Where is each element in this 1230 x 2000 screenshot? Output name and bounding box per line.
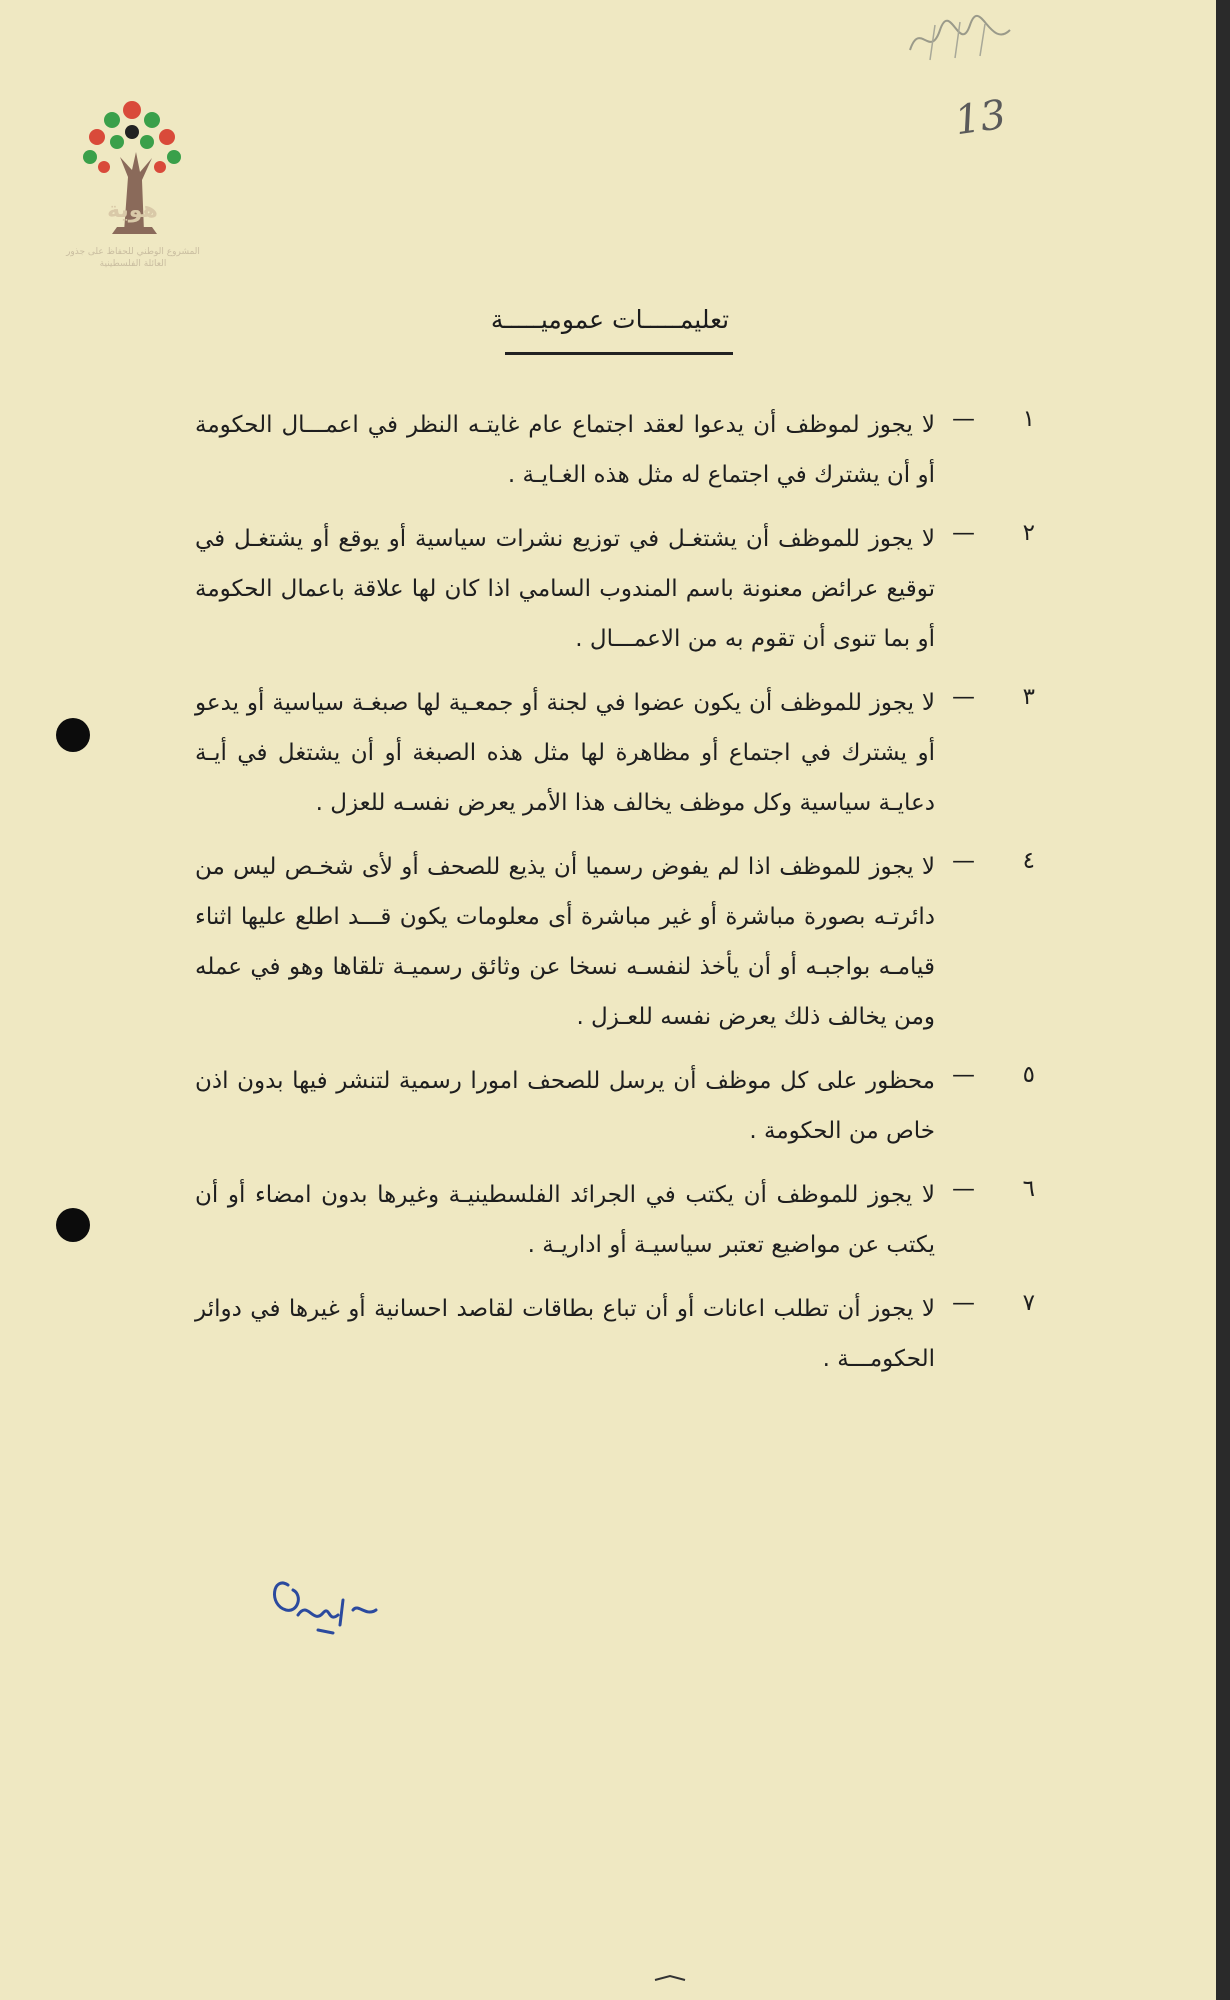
item-dash: — bbox=[952, 520, 975, 546]
item-dash: — bbox=[952, 848, 975, 874]
item-dash: — bbox=[952, 1062, 975, 1088]
item-text: محظور على كل موظف أن يرسل للصحف امورا رسمية لتنشر فيها بدون اذن خاص من الحكومة . bbox=[195, 1068, 935, 1144]
punch-hole bbox=[56, 718, 90, 752]
logo-title: هوية bbox=[107, 198, 158, 223]
item-dash: — bbox=[952, 1176, 975, 1202]
heading-underline bbox=[505, 352, 733, 355]
item-number: ٢ bbox=[1022, 520, 1035, 546]
item-text: لا يجوز للموظف أن يكتب في الجرائد الفلسطينيـة وغيرها بدون امضاء أو أن يكتب عن مواضيع تعتبر سياسيـة أو اداريـة . bbox=[195, 1182, 935, 1258]
instruction-item bbox=[195, 400, 1035, 500]
item-number: ٥ bbox=[1022, 1062, 1035, 1088]
item-text: لا يجوز للموظف أن يكون عضوا في لجنة أو جمعـية لها صبغـة سياسية أو يدعو أو يشترك في اجتماع أو مظاهرة لها مثل هذه الصبغة أو أن يشتغل في أيـة دعايـة سياسية وكل موظف يخالف هذا الأمر يعرض نفسـه للعزل . bbox=[195, 690, 935, 816]
item-dash: — bbox=[952, 1290, 975, 1316]
item-text: لا يجوز للموظف اذا لم يفوض رسميا أن يذيع للصحف أو لأى شخـص ليس من دائرتـه بصورة مباشرة أو غير مباشرة أى معلومات يكون قـــد اطلع عليها اثناء قيامـه بواجبـه أو أن يأخذ لنفسـه نسخا عن وثائق رسميـة تلقاها وهو في عمله ومن يخالف ذلك يعرض نفسه للعـزل . bbox=[195, 854, 935, 1030]
item-number: ٤ bbox=[1022, 848, 1035, 874]
instruction-item bbox=[195, 842, 1035, 1042]
page-number: 13 bbox=[952, 91, 1009, 145]
instruction-item bbox=[195, 1284, 1035, 1384]
instruction-list bbox=[195, 400, 1035, 1398]
corner-scribble bbox=[900, 10, 1020, 70]
item-number: ٧ bbox=[1022, 1290, 1035, 1316]
logo-subtitle: المشروع الوطني للحفاظ على جذور العائلة الفلسطينية bbox=[66, 247, 200, 269]
instruction-item bbox=[195, 514, 1035, 664]
stray-ink-mark bbox=[650, 1968, 690, 1988]
item-dash: — bbox=[952, 684, 975, 710]
scan-edge bbox=[1216, 0, 1230, 2000]
instruction-item bbox=[195, 1170, 1035, 1270]
document-heading: تعليمـــــات عموميـــــة bbox=[490, 305, 730, 334]
tree-logo-icon bbox=[62, 52, 202, 272]
item-number: ١ bbox=[1022, 406, 1035, 432]
item-number: ٣ bbox=[1022, 684, 1035, 710]
punch-hole bbox=[56, 1208, 90, 1242]
item-dash: — bbox=[952, 406, 975, 432]
handwritten-signature bbox=[258, 1555, 388, 1645]
item-text: لا يجوز لموظف أن يدعوا لعقد اجتماع عام غايتـه النظر في اعمـــال الحكومة أو أن يشترك في اجتماع له مثل هذه الغـايـة . bbox=[195, 412, 935, 488]
item-text: لا يجوز أن تطلب اعانات أو أن تباع بطاقات لقاصد احسانية أو غيرها في دوائر الحكومـــة . bbox=[195, 1296, 935, 1372]
item-text: لا يجوز للموظف أن يشتغـل في توزيع نشرات سياسية أو يوقع أو يشتغـل في توقيع عرائض معنونة باسم المندوب السامي اذا كان لها علاقة باعمال الحكومة أو بما تنوى أن تقوم به من الاعمـــال . bbox=[195, 526, 935, 652]
instruction-item bbox=[195, 1056, 1035, 1156]
item-number: ٦ bbox=[1022, 1176, 1035, 1202]
instruction-item bbox=[195, 678, 1035, 828]
